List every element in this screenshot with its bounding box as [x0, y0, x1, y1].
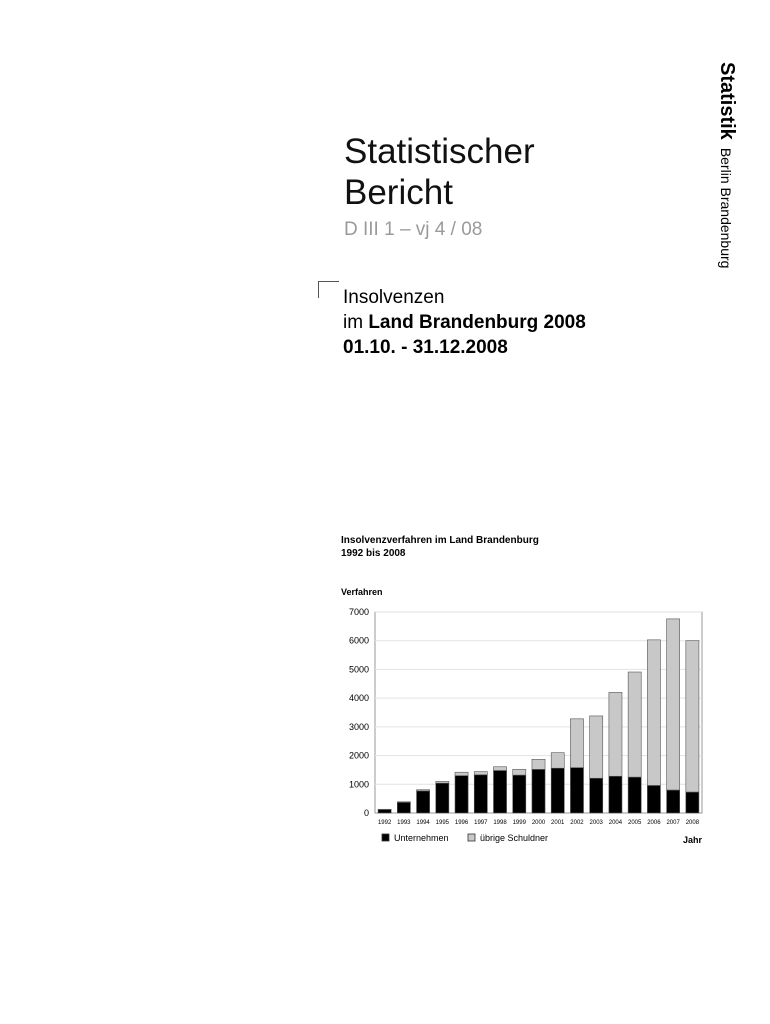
- y-tick-label: 2000: [348, 750, 369, 761]
- subject-period: 01.10. - 31.12.2008: [343, 337, 508, 358]
- brand-vertical: [700, 62, 740, 302]
- y-tick-label: 1000: [348, 779, 369, 790]
- bar-unternehmen: [474, 775, 487, 813]
- brand-sub: Berlin Brandenburg: [718, 147, 734, 269]
- bar-unternehmen: [590, 778, 603, 813]
- bar-uebrige-schuldner: [436, 781, 449, 783]
- chart-subtitle: 1992 bis 2008: [341, 548, 406, 559]
- bar-uebrige-schuldner: [397, 802, 410, 803]
- bar-unternehmen: [513, 775, 526, 813]
- bar-unternehmen: [378, 810, 391, 813]
- corner-mark: [318, 281, 339, 298]
- bar-unternehmen: [417, 791, 430, 813]
- legend-swatch: [468, 834, 475, 841]
- x-tick-label: 2005: [627, 820, 642, 826]
- bar-unternehmen: [667, 790, 680, 813]
- report-subject: [343, 285, 586, 360]
- bar-uebrige-schuldner: [551, 753, 564, 769]
- chart-title: Insolvenzverfahren im Land Brandenburg: [341, 535, 539, 546]
- bar-unternehmen: [570, 768, 583, 813]
- chart-title-block: [341, 534, 539, 560]
- title-line-1: Statistischer: [344, 132, 535, 171]
- x-tick-label: 1996: [454, 820, 469, 826]
- y-tick-label: 0: [363, 808, 369, 818]
- bar-unternehmen: [628, 777, 641, 813]
- bar-uebrige-schuldner: [570, 719, 583, 768]
- x-tick-label: 2006: [647, 820, 661, 826]
- bar-uebrige-schuldner: [532, 759, 545, 769]
- y-tick-label: 6000: [348, 635, 369, 646]
- x-tick-label: 2003: [589, 820, 603, 826]
- bar-unternehmen: [686, 792, 699, 813]
- x-tick-label: 2002: [570, 820, 584, 826]
- bar-unternehmen: [455, 776, 468, 813]
- brand-text: [715, 62, 738, 268]
- insolvency-chart: [340, 584, 712, 849]
- x-tick-label: 1992: [377, 820, 392, 826]
- x-tick-label: 2008: [685, 820, 700, 826]
- bar-unternehmen: [609, 776, 622, 813]
- bar-uebrige-schuldner: [513, 769, 526, 775]
- bar-uebrige-schuldner: [628, 672, 641, 777]
- subject-line-2: [343, 310, 586, 335]
- report-title: [344, 131, 535, 213]
- y-tick-label: 7000: [348, 607, 369, 617]
- bar-unternehmen: [532, 769, 545, 813]
- bar-uebrige-schuldner: [667, 619, 680, 790]
- legend-swatch: [382, 834, 389, 841]
- bar-unternehmen: [397, 802, 410, 813]
- bar-uebrige-schuldner: [455, 772, 468, 775]
- x-tick-label: 2007: [666, 820, 680, 826]
- bar-unternehmen: [647, 785, 660, 813]
- bar-unternehmen: [436, 783, 449, 813]
- x-tick-label: 1999: [512, 820, 526, 826]
- report-code: D III 1 – vj 4 / 08: [344, 219, 483, 240]
- bar-uebrige-schuldner: [647, 640, 660, 786]
- subject-line-2-bold: Land Brandenburg 2008: [368, 312, 586, 333]
- bar-uebrige-schuldner: [609, 692, 622, 776]
- x-tick-label: 2004: [608, 820, 623, 826]
- y-tick-label: 3000: [348, 721, 369, 732]
- bar-unternehmen: [493, 771, 506, 813]
- x-tick-label: 1993: [397, 820, 411, 826]
- x-tick-label: 1995: [435, 820, 450, 826]
- bar-unternehmen: [551, 768, 564, 813]
- x-axis-label: Jahr: [682, 835, 702, 845]
- brand-main: Statistik: [716, 62, 738, 140]
- bar-uebrige-schuldner: [417, 790, 430, 791]
- legend-label: Unternehmen: [394, 833, 449, 843]
- y-tick-label: 4000: [348, 693, 369, 704]
- y-tick-label: 5000: [348, 664, 369, 675]
- bar-uebrige-schuldner: [590, 716, 603, 778]
- subject-line-1: Insolvenzen: [343, 287, 445, 308]
- x-tick-label: 1994: [416, 820, 430, 826]
- bar-uebrige-schuldner: [474, 772, 487, 775]
- x-tick-label: 2001: [551, 820, 565, 826]
- subject-line-2-prefix: im: [343, 312, 369, 333]
- bar-uebrige-schuldner: [493, 767, 506, 771]
- legend-label: übrige Schuldner: [480, 833, 549, 843]
- x-tick-label: 1998: [493, 820, 507, 826]
- title-line-2: Bericht: [344, 173, 453, 212]
- subject-line-3: [343, 335, 586, 360]
- y-axis-label: Verfahren: [341, 587, 383, 597]
- bar-uebrige-schuldner: [686, 641, 699, 792]
- x-tick-label: 2000: [531, 820, 546, 826]
- x-tick-label: 1997: [474, 820, 488, 826]
